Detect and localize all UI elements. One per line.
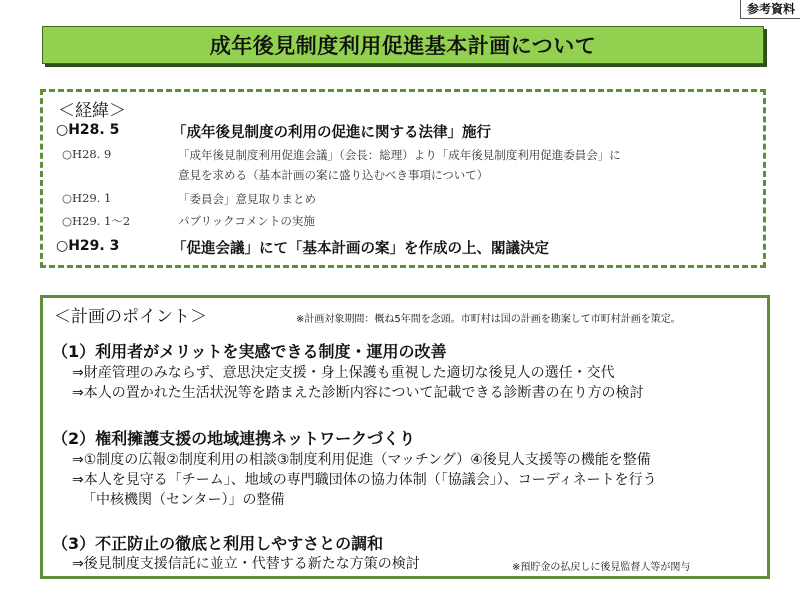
section-line: ⇒本人の置かれた生活状況等を踏まえた診断内容について記載できる診断書の在り方の検討 [72, 385, 644, 401]
section-line: ⇒①制度の広報②制度利用の相談③制度利用促進（マッチング）④後見人支援等の機能を整備 [72, 452, 651, 468]
history-text: 「促進会議」にて「基本計画の案」を作成の上、閣議決定 [172, 241, 549, 257]
history-date: ○H28. 9 [62, 147, 112, 161]
history-text: 「成年後見制度の利用の促進に関する法律」施行 [172, 125, 491, 141]
section-line: 「中核機関（センター）」の整備 [82, 492, 285, 508]
points-note: ※計画対象期間：概ね5年間を念頭。市町村は国の計画を勘案して市町村計画を策定。 [296, 314, 681, 325]
history-text: 「成年後見制度利用促進会議」（会長：総理）より「成年後見制度利用促進委員会」に [178, 148, 621, 162]
section-title: （2）権利擁護支援の地域連携ネットワークづくり [52, 429, 416, 448]
section-line: ⇒財産管理のみならず、意思決定支援・身上保護も重視した適切な後見人の選任・交代 [72, 365, 615, 381]
history-text: 「委員会」意見取りまとめ [178, 192, 316, 206]
page-title [42, 26, 764, 64]
history-text: パブリックコメントの実施 [178, 214, 315, 228]
section-title: （3）不正防止の徹底と利用しやすさとの調和 [52, 534, 384, 553]
history-heading: ＜経緯＞ [58, 101, 126, 121]
history-date: ○H29. 3 [56, 238, 120, 254]
history-date: ○H29. 1 [62, 191, 112, 205]
history-date: ○H29. 1～2 [62, 214, 131, 228]
section-line: ⇒後見制度支援信託に並立・代替する新たな方策の検討 [72, 556, 420, 572]
page-title-text: 成年後見制度利用促進基本計画について [209, 34, 597, 58]
section-line: ⇒本人を見守る「チーム」、地域の専門職団体の協力体制（「協議会」）、コーディネートを行う [72, 472, 657, 488]
history-date: ○H28. 5 [56, 122, 120, 138]
section-note: ※預貯金の払戻しに後見監督人等が関与 [512, 562, 691, 573]
points-heading: ＜計画のポイント＞ [54, 307, 207, 327]
reference-tag: 参考資料 [740, 0, 800, 19]
section-title: （1）利用者がメリットを実感できる制度・運用の改善 [52, 342, 447, 361]
history-text: 意見を求める（基本計画の案に盛り込むべき事項について） [178, 168, 489, 182]
